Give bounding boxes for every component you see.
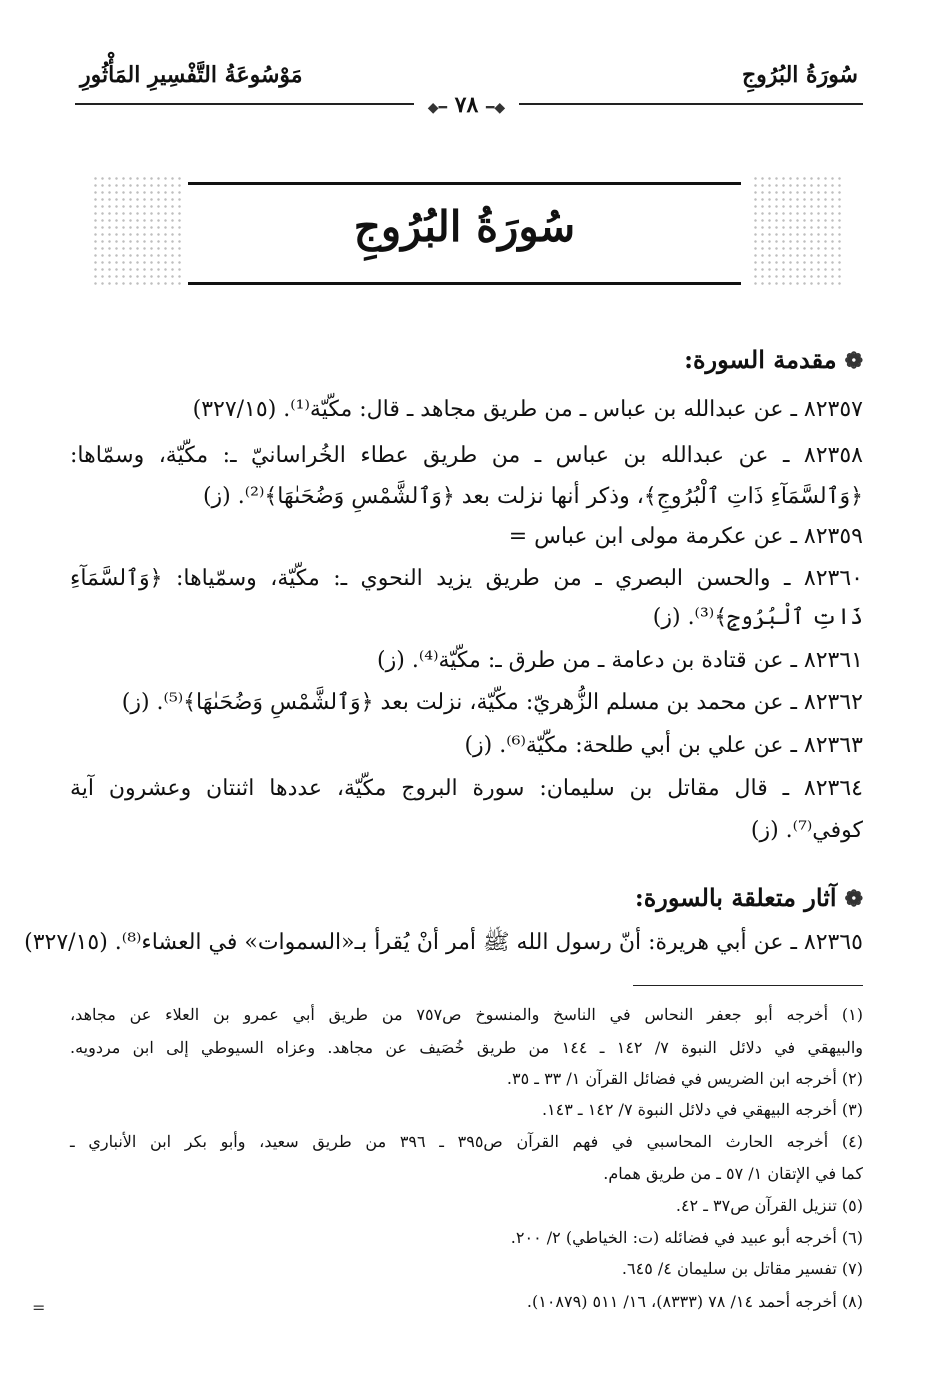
text-line: ٨٢٣٥٩ ـ عن عكرمة مولى ابن عباس = — [508, 524, 863, 549]
ornament-icon: ◆━ — [427, 100, 447, 116]
footnote-line: (٨) أخرجه أحمد ١٤/ ٧٨ (٨٣٣٣)، ١٦/ ٥١١ (١٠٨٧٩). — [526, 1292, 863, 1311]
text-line: ٨٢٣٥٨ ـ عن عبدالله بن عباس ـ من طريق عطاء الخُراسانيّ ـ: مكّيّة، وسمّاها: — [70, 443, 863, 468]
title-rule-bottom — [188, 282, 741, 285]
text-line: ﴿وَٱلسَّمَآءِ ذَاتِ ٱلْبُرُوجِ﴾، وذكر أنها نزلت بعد ﴿وَٱلشَّمْسِ وَضُحَىٰهَا﴾⁽²⁾. (ز) — [202, 484, 863, 509]
footnote-separator — [633, 985, 863, 986]
section-heading-intro — [684, 345, 863, 374]
footnote-line: (٣) أخرجه البيهقي في دلائل النبوة ٧/ ١٤٢ ـ ١٤٣. — [541, 1100, 863, 1119]
text-line: ٨٢٣٦٤ ـ قال مقاتل بن سليمان: سورة البروج مكّيّة، عددها اثنتان وعشرون آية — [70, 776, 863, 801]
text-line: ذَاتِ ٱلْبُرُوجِ﴾⁽³⁾. (ز) — [652, 605, 863, 630]
text-line: ٨٢٣٦٣ ـ عن علي بن أبي طلحة: مكّيّة⁽⁶⁾. (ز) — [464, 733, 863, 758]
text-line: ٨٢٣٦٢ ـ عن محمد بن مسلم الزُّهريّ: مكّيّة، نزلت بعد ﴿وَٱلشَّمْسِ وَضُحَىٰهَا﴾⁽⁵⁾. (ز) — [121, 690, 863, 715]
margin-mark: = — [32, 1298, 46, 1317]
page-number: ٧٨ — [454, 92, 479, 118]
footnote-line: (٤) أخرجه الحارث المحاسبي في فهم القرآن ص٣٩٥ ـ ٣٩٦ من طريق سعيد، وأبو بكر ابن الأنباري ـ — [70, 1132, 863, 1151]
text-line: ٨٢٣٦٥ ـ عن أبي هريرة: أنّ رسول الله ﷺ أمر أنْ يُقرأ بـ«السموات» في العشاء⁽⁸⁾. (٣٢٧/١٥) — [24, 930, 863, 955]
ornament-icon: ━◆ — [485, 100, 506, 116]
page-number-container — [0, 92, 933, 118]
footnote-line: (٥) تنزيل القرآن ص٣٧ ـ ٤٢. — [675, 1196, 863, 1215]
text-line: ٨٢٣٦١ ـ عن قتادة بن دعامة ـ من طرق ـ: مكّيّة⁽⁴⁾. (ز) — [377, 648, 863, 673]
text-line: ٨٢٣٦٠ ـ والحسن البصري ـ من طريق يزيد النحوي ـ: مكّيّة، وسمّياها: ﴿وَٱلسَّمَآءِ — [70, 566, 863, 591]
text-line: ٨٢٣٥٧ ـ عن عبدالله بن عباس ـ من طريق مجاهد ـ قال: مكّيّة⁽¹⁾. (٣٢٧/١٥) — [192, 397, 863, 422]
footnote-line: (٢) أخرجه ابن الضريس في فضائل القرآن ١/ ٣٣ ـ ٣٥. — [506, 1069, 863, 1088]
text-line: كوفي⁽⁷⁾. (ز) — [750, 818, 863, 843]
section-heading-label: آثار متعلقة بالسورة: — [634, 883, 837, 912]
section-heading-athar — [635, 883, 863, 912]
surah-title: سُورَةُ البُرُوجِ — [353, 202, 576, 251]
footnote-line: (٧) تفسير مقاتل بن سليمان ٤/ ٦٤٥. — [621, 1259, 863, 1278]
book-title: مَوْسُوعَةُ التَّفْسِيرِ المَأْثُورِ — [80, 62, 303, 88]
surah-running-head: سُورَةُ البُرُوجِ — [741, 62, 858, 88]
section-heading-label: مقدمة السورة: — [684, 345, 837, 374]
flower-icon: ❁ — [844, 886, 863, 912]
decorative-corner-ornament — [752, 175, 842, 285]
footnote-line: (٦) أخرجه أبو عبيد في فضائله (ت: الخياطي) ٢/ ٢٠٠. — [510, 1228, 863, 1247]
flower-icon: ❁ — [844, 348, 863, 374]
footnote-line: كما في الإتقان ١/ ٥٧ ـ من طريق همام. — [603, 1164, 863, 1183]
decorative-corner-ornament — [92, 175, 182, 285]
footnote-line: والبيهقي في دلائل النبوة ٧/ ١٤٢ ـ ١٤٤ من طريق خُصَيف عن مجاهد. وعزاه السيوطي إلى ابن مردويه. — [70, 1038, 864, 1057]
footnote-line: (١) أخرجه أبو جعفر النحاس في الناسخ والمنسوخ ص٧٥٧ من طريق أبي عمرو بن العلاء عن مجاهد، — [70, 1005, 863, 1024]
page-number-badge — [414, 92, 519, 118]
title-rule-top — [188, 182, 741, 185]
